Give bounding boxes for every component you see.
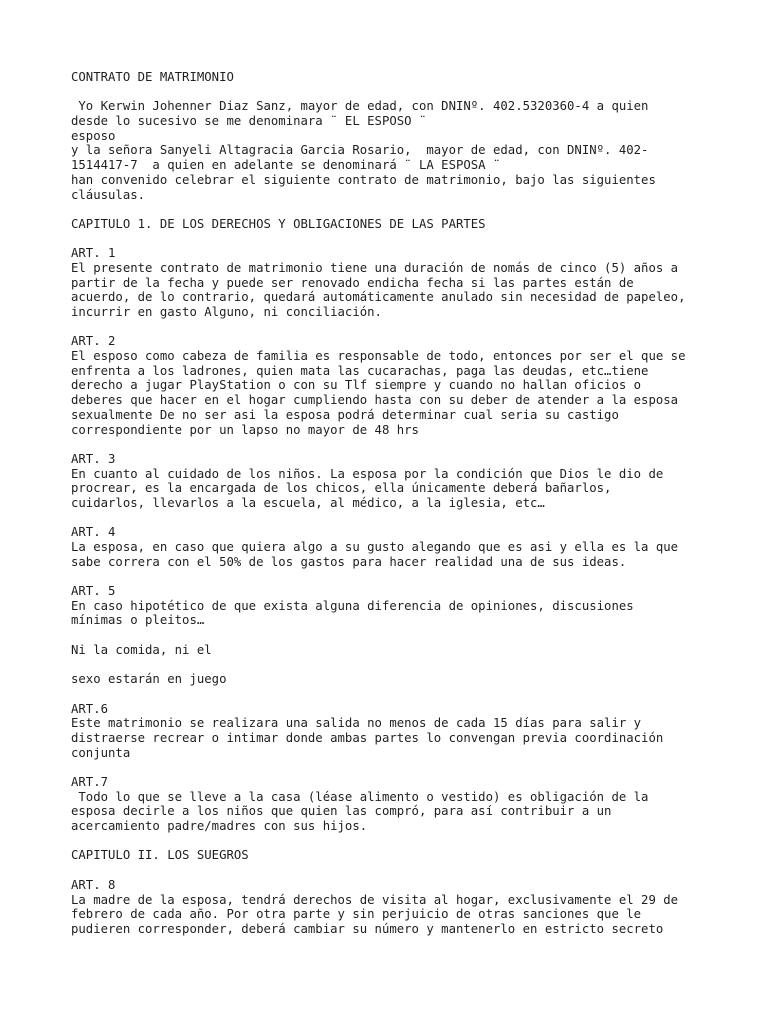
art-8-line: La madre de la esposa, tendrá derechos de visita al hogar, exclusivamente el 29 de xyxy=(71,892,679,907)
spacer xyxy=(71,658,711,673)
art-2-line: derecho a jugar PlayStation o con su Tlf siempre y cuando no hallan oficios o xyxy=(71,378,642,393)
art-7-heading: ART.7 xyxy=(71,775,109,789)
intro-line: y la señora Sanyeli Altagracia Garcia Rosario, mayor de edad, con DNINº. 402- xyxy=(71,143,649,158)
art-2-line: correspondiente por un lapso no mayor de 48 hrs xyxy=(71,422,419,437)
spacer xyxy=(71,760,711,775)
contract-document xyxy=(71,70,711,937)
art-2-heading: ART. 2 xyxy=(71,334,116,349)
art-5-extra-line: Ni la comida, ni el xyxy=(71,642,212,657)
art-7-line: acercamiento padre/madres con sus hijos. xyxy=(71,819,368,834)
document-title: CONTRATO DE MATRIMONIO xyxy=(71,70,234,84)
art-2-line: El esposo como cabeza de familia es responsable de todo, entonces por ser el que se xyxy=(71,349,686,364)
chapter-1-heading: CAPITULO 1. DE LOS DERECHOS Y OBLIGACIONES DE LAS PARTES xyxy=(71,216,486,231)
art-8-line: febrero de cada año. Por otra parte y sin perjuicio de otras sanciones que le xyxy=(71,907,642,922)
chapter-2-heading: CAPITULO II. LOS SUEGROS xyxy=(71,848,249,863)
art-5-extra-line: sexo estarán en juego xyxy=(71,672,227,687)
spacer xyxy=(71,834,711,849)
spacer xyxy=(71,628,711,643)
art-6-line: conjunta xyxy=(71,745,131,760)
intro-line: cláusulas. xyxy=(71,187,146,202)
intro-line: 1514417-7 a quien en adelante se denominará ¨ LA ESPOSA ¨ xyxy=(71,158,501,173)
art-3-line: procrear, es la encargada de los chicos, ella únicamente deberá bañarlos, xyxy=(71,481,612,496)
intro-line: desde lo sucesivo se me denominara ¨ EL ESPOSO ¨ xyxy=(71,114,427,129)
art-4-line: sabe correra con el 50% de los gastos para hacer realidad una de sus ideas. xyxy=(71,554,627,569)
art-2-line: sexualmente De no ser asi la esposa podrá determinar cual seria su castigo xyxy=(71,407,619,422)
spacer xyxy=(71,202,711,217)
art-2-line: enfrenta a los ladrones, quien mata las cucarachas, paga las deudas, etc…tiene xyxy=(71,363,649,378)
art-7-line: Todo lo que se lleve a la casa (léase alimento o vestido) es obligación de la xyxy=(71,789,649,804)
intro-line: esposo xyxy=(71,128,116,143)
art-1-line: incurrir en gasto Alguno, ni conciliación. xyxy=(71,305,382,319)
spacer xyxy=(71,511,711,526)
art-5-heading: ART. 5 xyxy=(71,584,116,599)
spacer xyxy=(71,687,711,702)
art-6-line: distraerse recrear o intimar donde ambas partes lo convengan previa coordinación xyxy=(71,730,664,745)
art-5-line: mínimas o pleitos… xyxy=(71,613,205,628)
art-6-heading: ART.6 xyxy=(71,701,109,716)
art-3-line: En cuanto al cuidado de los niños. La esposa por la condición que Dios le dio de xyxy=(71,466,664,481)
art-1-line: partir de la fecha y puede ser renovado endicha fecha si las partes están de xyxy=(71,275,634,290)
spacer xyxy=(71,85,711,100)
art-8-heading: ART. 8 xyxy=(71,877,116,892)
intro-line: Yo Kerwin Johenner Diaz Sanz, mayor de edad, con DNINº. 402.5320360-4 a quien xyxy=(71,99,649,114)
art-8-line: pudieren corresponder, deberá cambiar su número y mantenerlo en estricto secreto xyxy=(71,921,664,936)
art-6-line: Este matrimonio se realizara una salida no menos de cada 15 días para salir y xyxy=(71,716,642,731)
art-4-line: La esposa, en caso que quiera algo a su gusto alegando que es asi y ella es la que xyxy=(71,540,679,554)
spacer xyxy=(71,232,711,247)
art-5-line: En caso hipotético de que exista alguna diferencia de opiniones, discusiones xyxy=(71,598,634,613)
art-3-heading: ART. 3 xyxy=(71,451,116,466)
spacer xyxy=(71,569,711,584)
intro-line: han convenido celebrar el siguiente contrato de matrimonio, bajo las siguientes xyxy=(71,172,656,187)
spacer xyxy=(71,437,711,452)
art-1-line: acuerdo, de lo contrario, quedará automáticamente anulado sin necesidad de papeleo, xyxy=(71,290,686,305)
art-4-heading: ART. 4 xyxy=(71,525,116,540)
art-1-heading: ART. 1 xyxy=(71,246,116,261)
spacer xyxy=(71,863,711,878)
art-7-line: esposa decirle a los niños que quien las compró, para así contribuir a un xyxy=(71,804,612,819)
art-3-line: cuidarlos, llevarlos a la escuela, al médico, a la iglesia, etc… xyxy=(71,495,545,510)
spacer xyxy=(71,320,711,335)
art-2-line: deberes que hacer en el hogar cumpliendo hasta con su deber de atender a la esposa xyxy=(71,393,679,408)
art-1-line: El presente contrato de matrimonio tiene una duración de nomás de cinco (5) años a xyxy=(71,260,679,275)
